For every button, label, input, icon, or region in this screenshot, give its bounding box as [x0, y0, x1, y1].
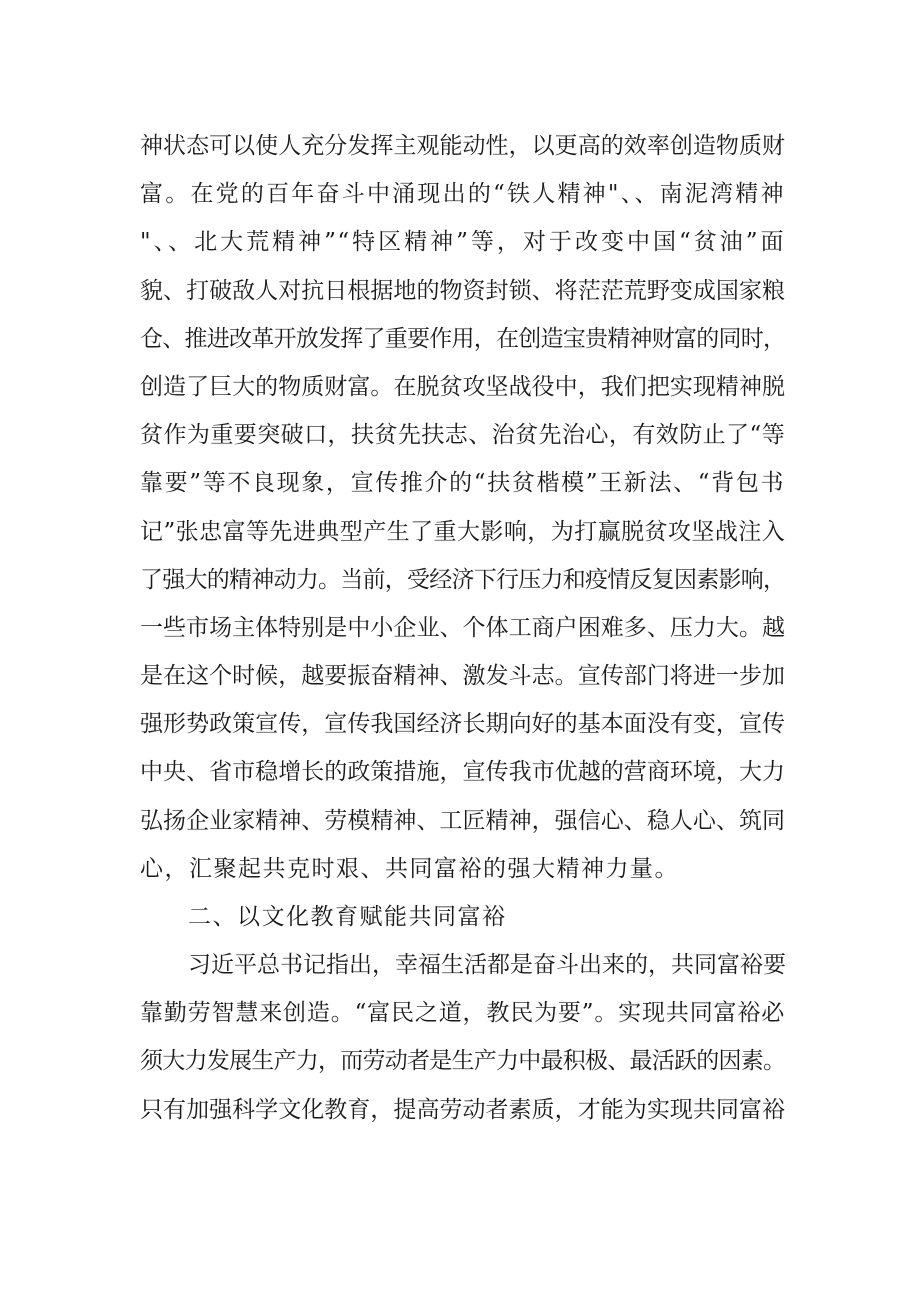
paragraph-line: 强形势政策宣传，宣传我国经济长期向好的基本面没有变，宣传 — [140, 711, 785, 738]
paragraph-line: 仓、推进改革开放发挥了重要作用，在创造宝贵精神财富的同时， — [140, 325, 786, 352]
paragraph-line: 是在这个时候，越要振奋精神、激发斗志。宣传部门将进一步加 — [140, 663, 785, 690]
paragraph-line: 弘扬企业家精神、劳模精神、工匠精神，强信心、稳人心、筑同 — [140, 807, 785, 834]
paragraph-line: 貌、打破敌人对抗日根据地的物资封锁、将茫茫荒野变成国家粮 — [140, 277, 785, 304]
paragraph-line: 靠勤劳智慧来创造。“富民之道，教民为要”。实现共同富裕必 — [140, 1000, 785, 1027]
paragraph-line: 中央、省市稳增长的政策措施，宣传我市优越的营商环境，大力 — [140, 759, 785, 786]
section-heading: 二、以文化教育赋能共同富裕 — [188, 904, 507, 930]
paragraph-line: 创造了巨大的物质财富。在脱贫攻坚战役中，我们把实现精神脱 — [140, 373, 785, 400]
paragraph-line: 只有加强科学文化教育，提高劳动者素质，才能为实现共同富裕 — [140, 1096, 785, 1123]
paragraph-line: 心，汇聚起共克时艰、共同富裕的强大精神力量。 — [140, 855, 679, 882]
paragraph-line: 了强大的精神动力。当前，受经济下行压力和疫情反复因素影响， — [140, 566, 786, 593]
paragraph-line: 贫作为重要突破口，扶贫先扶志、治贫先治心，有效防止了“等 — [140, 422, 785, 449]
paragraph-line: "、、北大荒精神”“特区精神”等，对于改变中国“贫油”面 — [140, 229, 785, 256]
paragraph-line: 富。在党的百年奋斗中涌现出的“铁人精神"、、南泥湾精神 — [140, 181, 785, 208]
paragraph-line: 靠要”等不良现象，宣传推介的“扶贫楷模”王新法、“背包书 — [140, 470, 785, 497]
paragraph-culture-education — [140, 941, 785, 1134]
paragraph-line: 记”张忠富等先进典型产生了重大影响，为打赢脱贫攻坚战注入 — [140, 518, 785, 545]
paragraph-line: 习近平总书记指出，幸福生活都是奋斗出来的，共同富裕要 — [188, 952, 786, 978]
paragraph-line: 神状态可以使人充分发挥主观能动性，以更高的效率创造物质财 — [140, 133, 785, 159]
paragraph-line: 须大力发展生产力，而劳动者是生产力中最积极、最活跃的因素。 — [140, 1048, 786, 1075]
paragraph-spiritual-wealth — [140, 122, 785, 893]
paragraph-line: 一些市场主体特别是中小企业、个体工商户困难多、压力大。越 — [140, 614, 785, 641]
